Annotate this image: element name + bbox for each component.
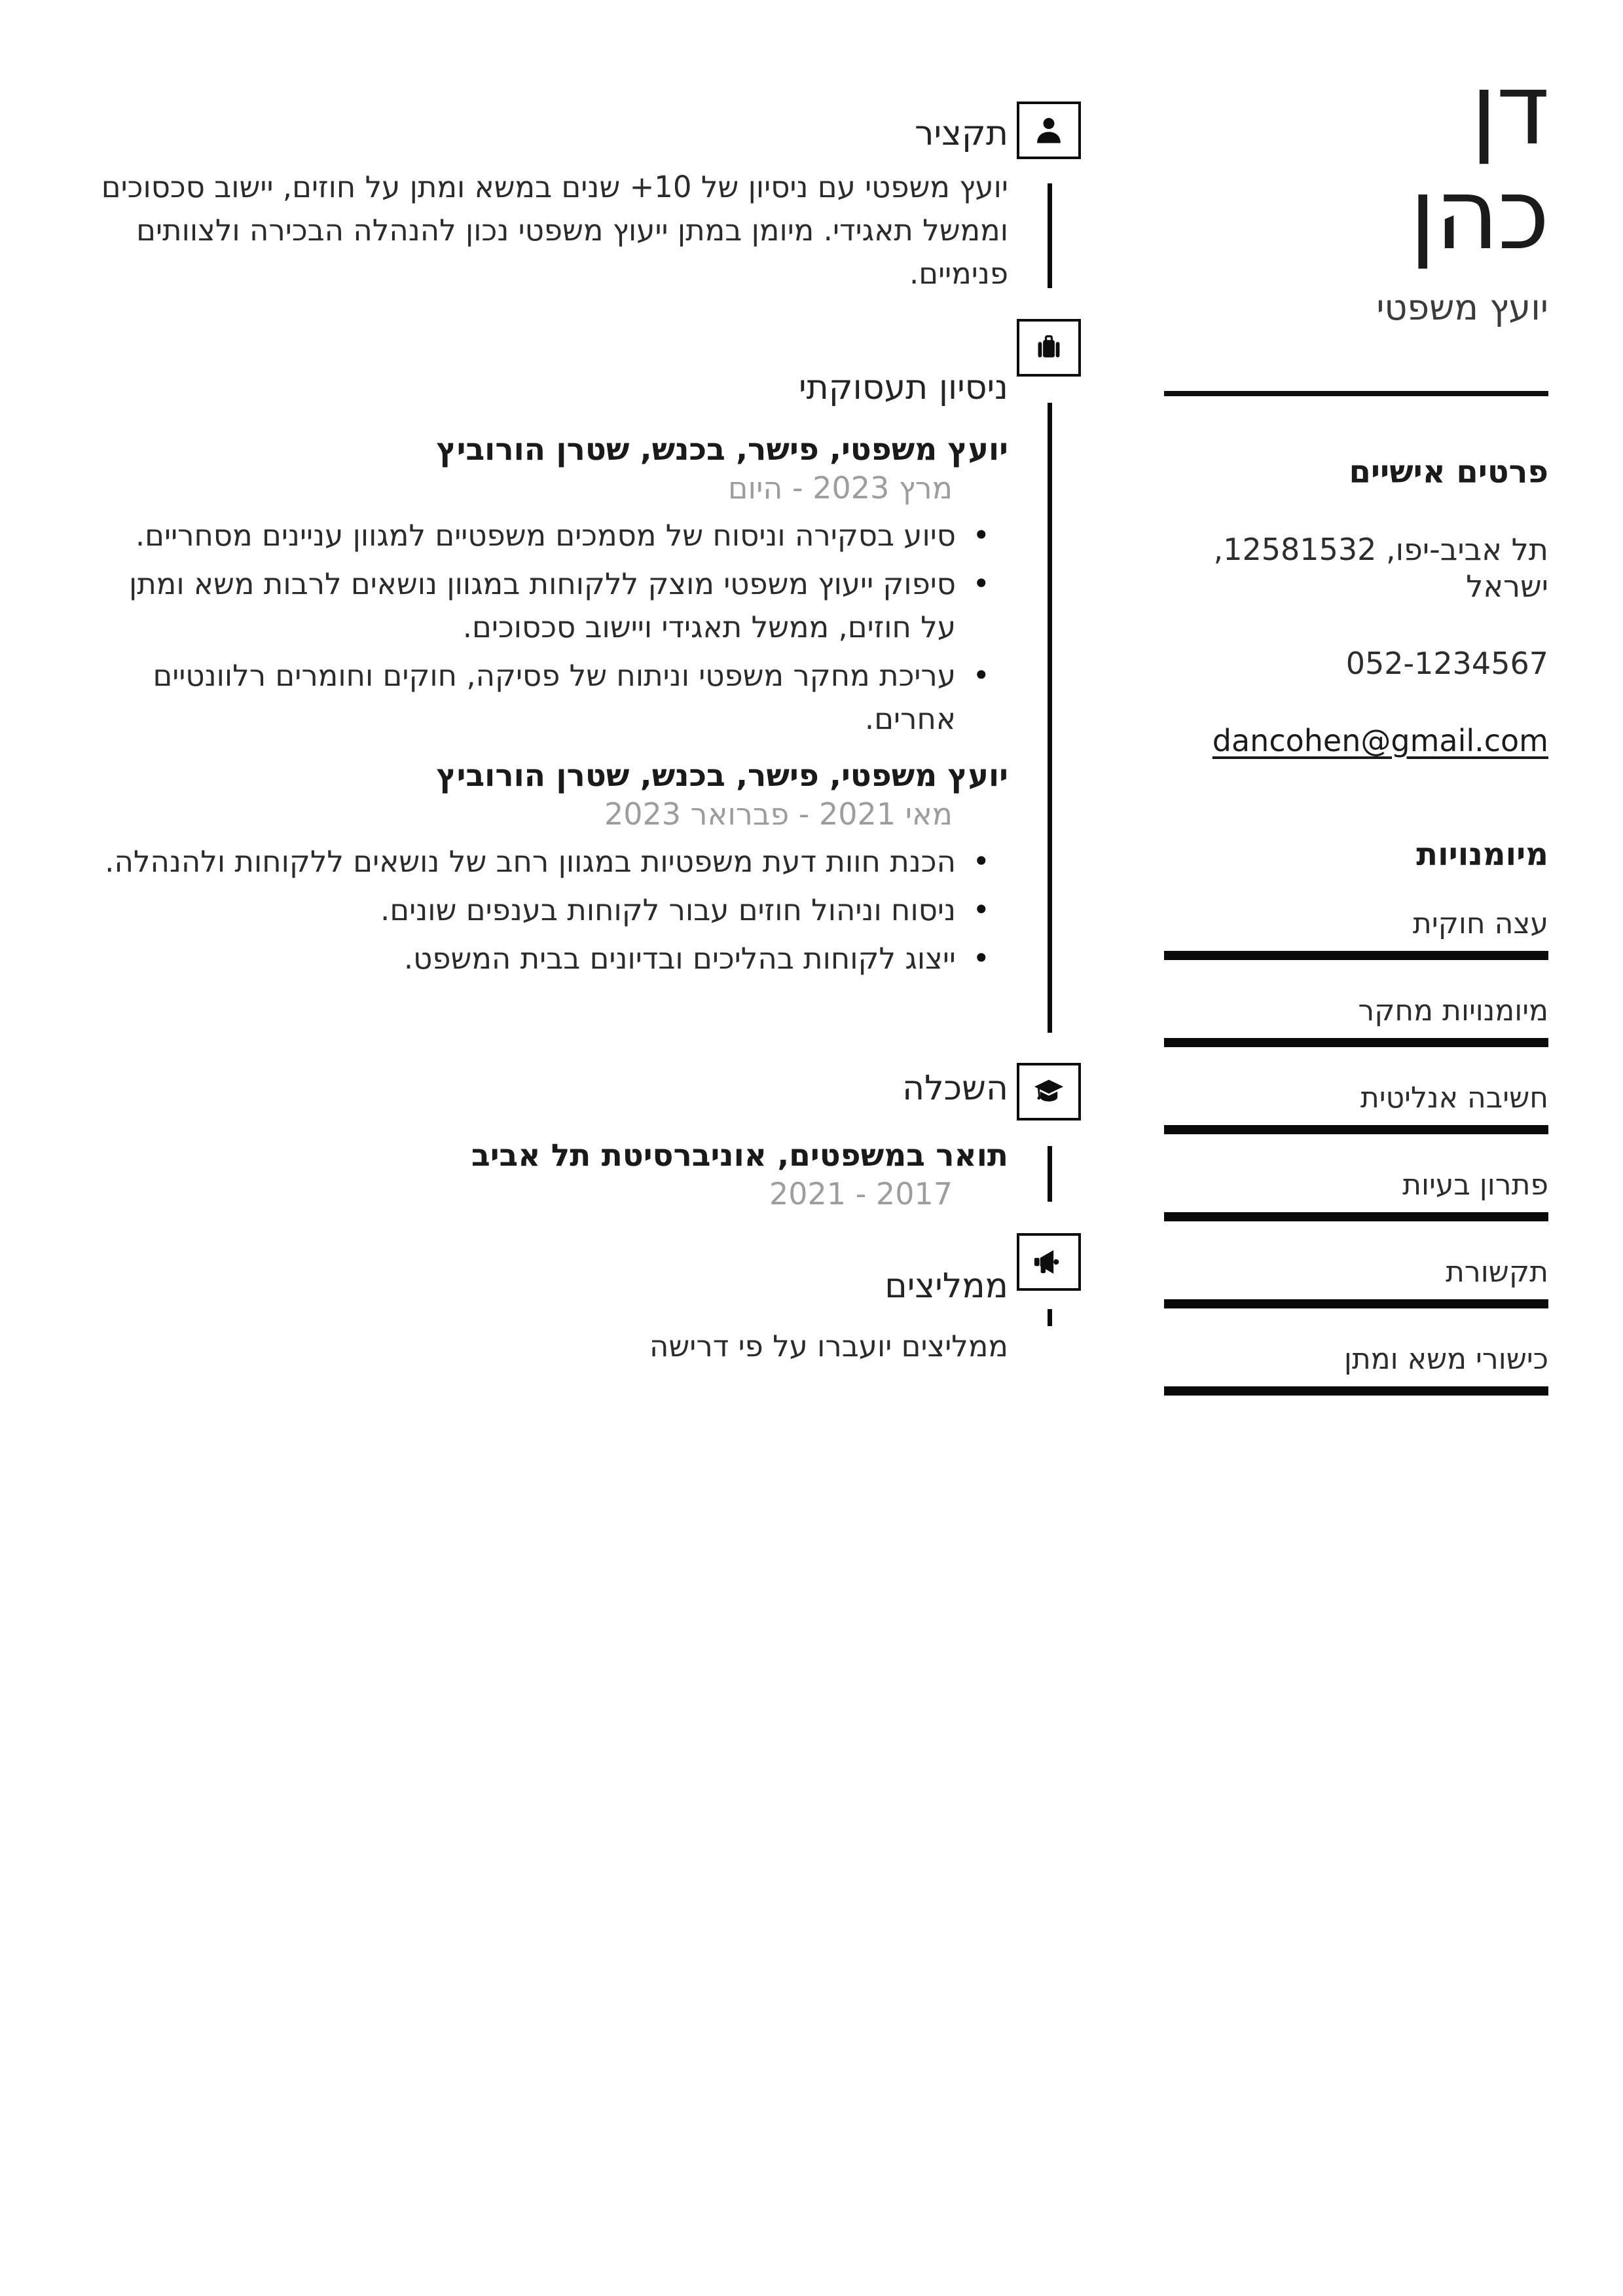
job-bullet: • הכנת חוות דעת משפטיות במגוון רחב של נושאים ללקוחות ולהנהלה. [95,840,1008,883]
skill-label: כישורי משא ומתן [1343,1342,1548,1376]
summary-heading: תקציר [915,114,1008,153]
education-section [95,1067,1008,1212]
job-bullet: • ייצוג לקוחות בהליכים ובדיונים בבית המשפט. [95,937,1008,980]
references-text: ממליצים יועברו על פי דרישה [649,1329,1008,1363]
person-icon [1032,113,1066,147]
briefcase-icon [1032,331,1066,365]
megaphone-icon [1032,1245,1066,1279]
sidebar [1164,0,1548,1396]
skill-label: מיומנויות מחקר [1358,994,1548,1028]
skill-row [1164,1167,1548,1221]
skill-track [1164,1125,1548,1134]
address-line: תל אביב-יפו, 12581532, ישראל [1213,532,1548,604]
skill-level-bar [1164,1299,1548,1308]
skill-track [1164,1386,1548,1396]
person-name [1164,53,1548,272]
job-period: מרץ 2023 - היום [728,470,953,506]
job-bullet-list [95,514,1008,741]
skills-heading: מיומנויות [1416,836,1548,873]
skill-label: חשיבה אנליטית [1360,1081,1548,1115]
phone-line: 052-1234567 [1345,646,1548,681]
job-entry [95,756,1008,980]
job-bullet-list [95,840,1008,980]
person-job-title: יועץ משפטי [1376,287,1548,328]
skill-level-bar [1164,1386,1548,1396]
job-period: מאי 2021 - פברואר 2023 [604,796,953,832]
skill-label: עצה חוקית [1412,907,1548,940]
skill-level-bar [1164,1038,1548,1047]
experience-section [95,367,1008,986]
email-line [1164,722,1548,759]
job-title: יועץ משפטי, פישר, בכנש, שטרן הורוביץ [436,432,1008,468]
skill-level-bar [1164,1125,1548,1134]
summary-text: יועץ משפטי עם ניסיון של 10+ שנים במשא ומתן על חוזים, יישוב סכסוכים וממשל תאגידי. מיומן במתן ייעוץ משפטי נכון להנהלה הבכירה ולצוותים פנימיים. [101,170,1008,291]
skill-row [1164,1254,1548,1308]
email-link[interactable]: dancohen@gmail.com [1212,723,1548,758]
person-name-line2: כהן [1409,158,1548,272]
job-entry [95,430,1008,741]
timeline-summary-box [1017,102,1081,159]
timeline-connector [1048,1309,1052,1326]
skill-track [1164,1299,1548,1308]
personal-details-heading: פרטים אישיים [1349,454,1548,491]
skill-label: פתרון בעיות [1402,1168,1548,1202]
skill-level-bar [1164,1212,1548,1221]
summary-section [95,113,1008,295]
skill-track [1164,1038,1548,1047]
job-bullet: • סיפוק ייעוץ משפטי מוצק ללקוחות במגוון נושאים לרבות משא ומתן על חוזים, ממשל תאגידי ויישוב סכסוכים. [95,563,1008,649]
skill-row [1164,993,1548,1047]
job-bullet: • סיוע בסקירה וניסוח של מסמכים משפטיים למגוון עניינים מסחריים. [95,514,1008,557]
experience-heading: ניסיון תעסוקתי [798,368,1008,407]
graduation-cap-icon [1032,1075,1066,1109]
personal-details-section [1164,454,1548,759]
education-heading: השכלה [902,1069,1008,1108]
skills-section [1164,836,1548,1396]
job-bullet: • עריכת מחקר משפטי וניתוח של פסיקה, חוקים וחומרים רלוונטיים אחרים. [95,654,1008,741]
timeline-experience-box [1017,319,1081,377]
timeline-connector [1048,403,1052,1033]
person-name-line1: דן [1470,53,1548,167]
skill-track [1164,1212,1548,1221]
references-section [95,1265,1008,1368]
title-divider [1164,391,1548,396]
timeline-education-box [1017,1063,1081,1120]
references-heading: ממליצים [884,1267,1008,1306]
education-degree: תואר במשפטים, אוניברסיטת תל אביב [471,1138,1008,1174]
skill-row [1164,1080,1548,1134]
skill-row [1164,906,1548,960]
timeline-connector [1048,1146,1052,1202]
skill-track [1164,951,1548,960]
education-period: 2017 - 2021 [769,1176,953,1212]
skill-level-bar [1164,951,1548,960]
skill-label: תקשורת [1445,1255,1548,1289]
timeline-references-box [1017,1233,1081,1291]
job-title: יועץ משפטי, פישר, בכנש, שטרן הורוביץ [436,758,1008,794]
timeline-connector [1048,183,1052,288]
job-bullet: • ניסוח וניהול חוזים עבור לקוחות בענפים שונים. [95,889,1008,932]
skill-row [1164,1341,1548,1396]
